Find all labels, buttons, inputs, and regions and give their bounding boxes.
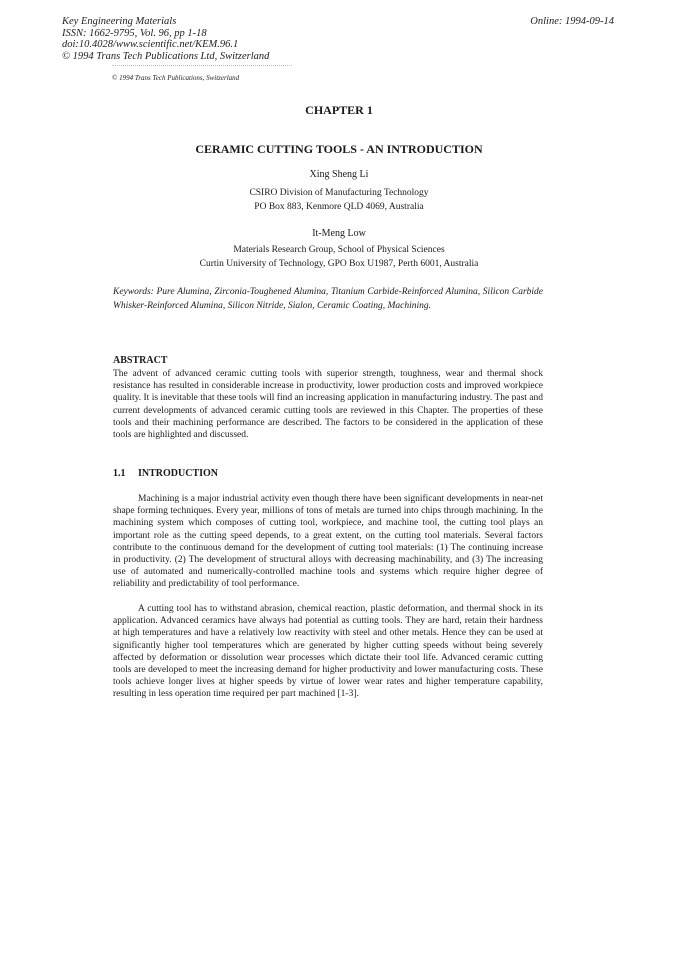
abstract-text: The advent of advanced ceramic cutting tools with superior strength, toughness, wear and thermal shock resistance has resulted in considerable increase in productivity, lower production costs and improved workpiece quality. It is inevitable that these tools will find an increasing application in manufacturing industry. The past and current developments of advanced ceramic cutting tools are reviewed in this Chapter. The properties of these tools and their machining performance are described. The factors to be considered in the application of these tools are highlighted and discussed. — [113, 369, 543, 441]
chapter-label: CHAPTER 1 — [305, 103, 373, 117]
author-name: Xing Sheng Li — [309, 169, 369, 180]
journal-name: Key Engineering Materials — [62, 16, 177, 27]
abstract-heading: ABSTRACT — [113, 355, 168, 366]
section-number: 1.1 — [113, 468, 126, 479]
doi-line: doi:10.4028/www.scientific.net/KEM.96.1 — [62, 39, 239, 50]
body-paragraph: Machining is a major industrial activity even though there have been significant developments in near-net shape forming techniques. Every year, millions of tons of metals are turned into chips through machining. In the machining system which composes of cutting tool, workpiece, and machine tool, the cutting tool plays an important role as the cutting speed depends, to a great extent, on the cutting tool materials. Several factors contribute to the continuous demand for the development of cutting tool materials: (1) The continuing increase in productivity. (2) The development of structural alloys with decreasing machinability, and (3) The increasing use of automated and numerically-controlled machine tools and systems which require higher degree of reliability and predictability of tool performance. — [113, 494, 543, 590]
original-copyright-notice: © 1994 Trans Tech Publications, Switzerland — [112, 74, 240, 82]
author-affiliation — [0, 244, 678, 271]
faded-header-remnant — [112, 65, 292, 68]
journal-header — [62, 16, 269, 62]
issn-line: ISSN: 1662-9795, Vol. 96, pp 1-18 — [62, 27, 207, 39]
copyright-line: © 1994 Trans Tech Publications Ltd, Switzerland — [62, 50, 270, 62]
affiliation-line: PO Box 883, Kenmore QLD 4069, Australia — [254, 201, 424, 212]
author-name: It-Meng Low — [312, 228, 366, 239]
affiliation-line: Curtin University of Technology, GPO Box U1987, Perth 6001, Australia — [199, 258, 479, 269]
online-date: Online: 1994-09-14 — [530, 16, 614, 27]
author-affiliation — [0, 187, 678, 214]
body-paragraph: A cutting tool has to withstand abrasion, chemical reaction, plastic deformation, and thermal shock in its application. Advanced ceramics have always had potential as cutting tools. They are hard, retain their hardness at high temperatures and have a relatively low reactivity with steel and other metals. Hence they can be used at significantly higher tool temperatures which are generated by higher cutting speeds without being severely affected by deformation or dissolution wear processes which dictate their tool life. Advanced ceramic cutting tools are developed to meet the increasing demand for higher productivity and lower manufacturing costs. These tools achieve longer lives at higher speeds by virtue of lower wear rates and higher temperature capability, resulting in less operation time required per part machined [1-3]. — [113, 604, 543, 700]
paper-title: CERAMIC CUTTING TOOLS - AN INTRODUCTION — [195, 142, 483, 156]
affiliation-line: CSIRO Division of Manufacturing Technology — [249, 188, 429, 198]
section-title: INTRODUCTION — [138, 468, 219, 479]
affiliation-line: Materials Research Group, School of Physical Sciences — [233, 245, 445, 255]
section-heading — [113, 468, 218, 479]
keywords: Keywords: Pure Alumina, Zirconia-Toughened Alumina, Titanium Carbide-Reinforced Alumina, Silicon Carbide Whisker-Reinforced Alumina, Silicon Nitride, Sialon, Ceramic Coating, Machining. — [113, 287, 543, 311]
